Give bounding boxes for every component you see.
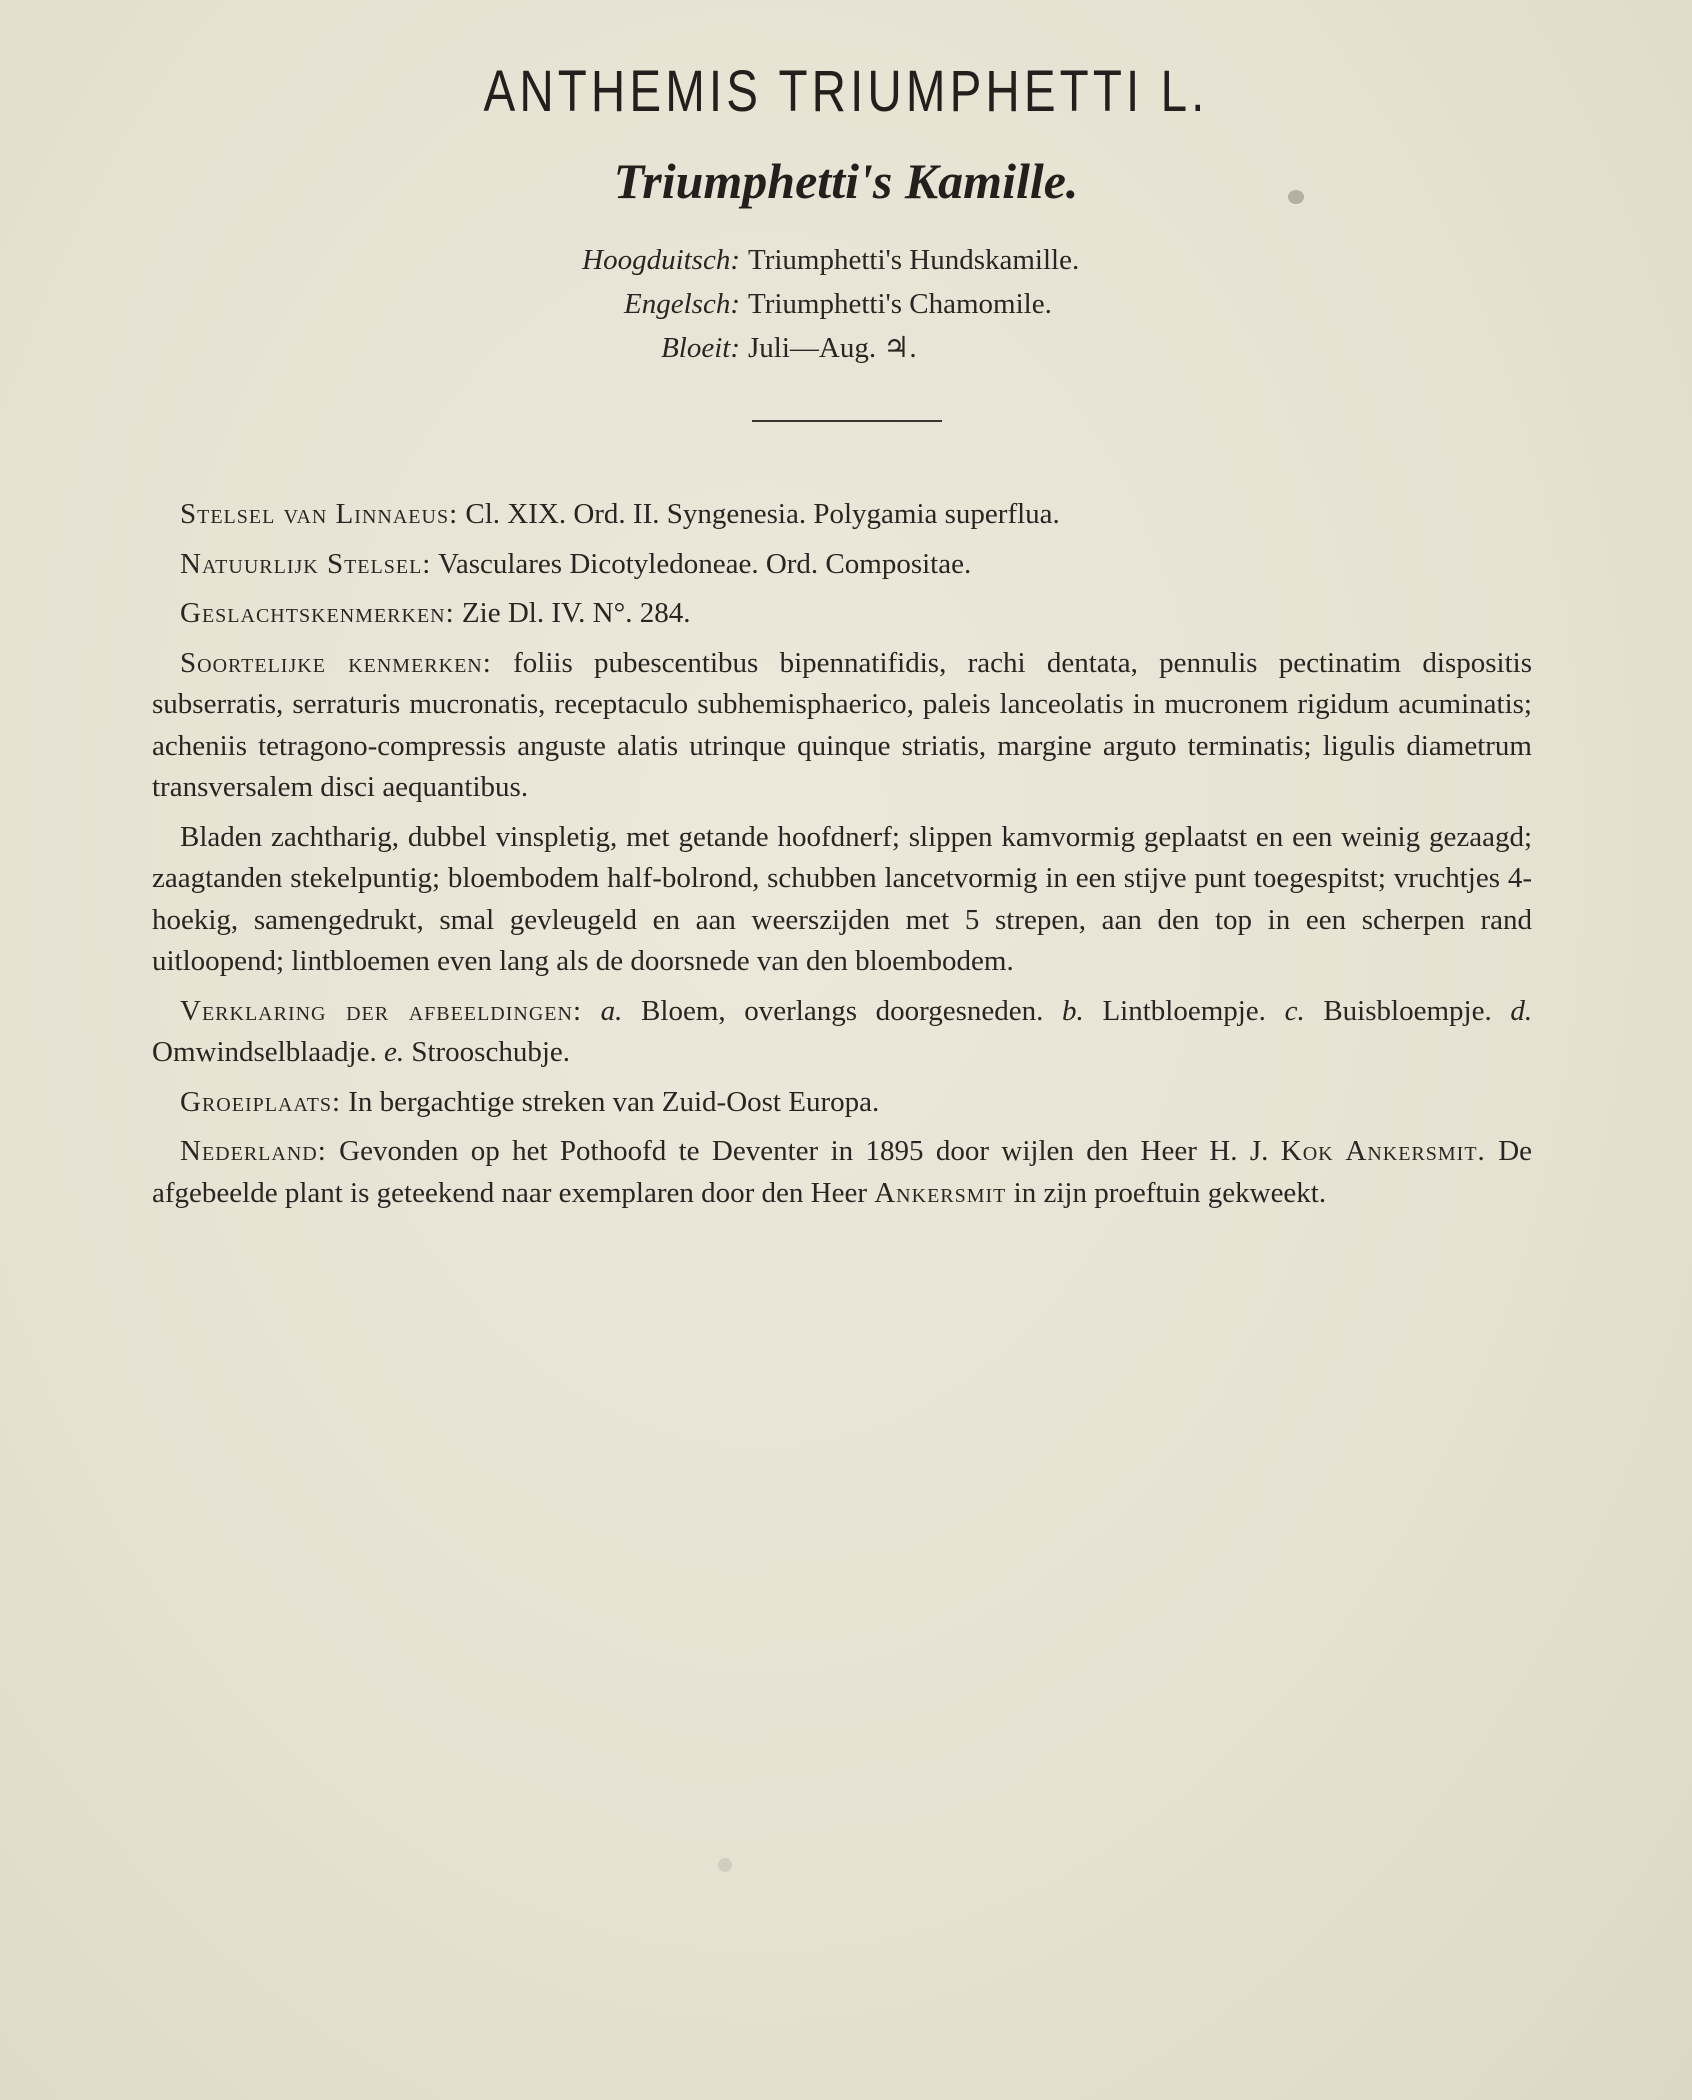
section-groeiplaats xyxy=(152,1082,1532,1124)
name-label: Bloeit: xyxy=(661,332,740,364)
name-row-german xyxy=(0,238,1692,282)
section-verklaring xyxy=(152,991,1532,1074)
section-soortelijke-kenmerken xyxy=(152,643,1532,809)
figure-letter: b. xyxy=(1062,994,1084,1027)
section-text: Vasculares Dicotyledoneae. Ord. Compositae. xyxy=(438,547,972,580)
figure-text: Buisbloempje. xyxy=(1323,994,1492,1027)
section-text: Zie Dl. IV. N°. 284. xyxy=(461,597,691,629)
section-natuurlijk-stelsel xyxy=(152,544,1532,586)
name-label: Engelsch: xyxy=(624,288,740,320)
name-value: Juli—Aug. ♃. xyxy=(748,332,917,364)
name-row-english xyxy=(0,282,1692,326)
name-row-flowering xyxy=(0,326,1692,370)
figure-letter: c. xyxy=(1284,994,1305,1027)
name-label: Hoogduitsch: xyxy=(582,244,740,276)
section-text: De afgebeelde plant is geteekend naar exemplaren door den Heer xyxy=(152,1135,1533,1209)
person-name: Kok Ankersmit. xyxy=(1280,1135,1486,1167)
description-body xyxy=(152,494,1532,1222)
section-beschrijving xyxy=(152,817,1532,983)
section-nederland xyxy=(152,1131,1532,1214)
name-value: Triumphetti's Hundskamille. xyxy=(748,244,1080,276)
section-label: Geslachtskenmerken: xyxy=(180,597,455,629)
divider xyxy=(752,420,942,422)
figure-text: Lintbloempje. xyxy=(1102,994,1266,1027)
section-label: Nederland: xyxy=(180,1135,327,1167)
section-text: foliis pubescentibus bipennatifidis, rachi dentata, pennulis pectinatim dispositis subserratis, serraturis mucronatis, receptaculo subhemisphaerico, paleis lanceolatis in mucronem rigidum acuminatis; acheniis tetragono-compressis anguste alatis utrinque quinque striatis, margine arguto terminatis; ligulis diametrum transversalem disci aequantibus. xyxy=(152,646,1532,803)
figure-letter: e. xyxy=(383,1036,405,1068)
section-text: In bergachtige streken van Zuid-Oost Europa. xyxy=(348,1085,880,1118)
page-subtitle: Triumphetti's Kamille. xyxy=(613,153,1079,209)
section-text: in zijn proeftuin gekweekt. xyxy=(1013,1176,1327,1209)
section-label: Groeiplaats: xyxy=(180,1085,342,1118)
figure-text: Strooschubje. xyxy=(411,1036,571,1068)
paper-spot xyxy=(718,1858,732,1872)
section-text: Cl. XIX. Ord. II. Syngenesia. Polygamia superflua. xyxy=(465,498,1060,530)
section-text: Gevonden op het Pothoofd te Deventer in 1895 door wijlen den Heer H. J. xyxy=(339,1135,1269,1167)
figure-text: Omwindselblaadje. xyxy=(152,1036,377,1068)
section-label: Natuurlijk Stelsel: xyxy=(180,547,432,580)
section-label: Soortelijke kenmerken: xyxy=(180,646,492,679)
section-label: Stelsel van Linnaeus: xyxy=(180,498,459,530)
section-text: Bladen zachtharig, dubbel vinspletig, met getande hoofdnerf; slippen kamvormig geplaatst en een weinig gezaagd; zaagtanden stekelpuntig; bloembodem half-bolrond, schubben lancetvormig in een stijve punt toegespitst; vruchtjes 4-hoekig, samengedrukt, smal gevleugeld en aan weerszijden met 5 strepen, aan den top in een scherpen rand uitloopend; lintbloemen even lang als de doorsnede van den bloembodem. xyxy=(152,820,1532,977)
person-name: Ankersmit xyxy=(874,1176,1007,1209)
name-value: Triumphetti's Chamomile. xyxy=(748,288,1052,320)
common-names xyxy=(0,238,1692,370)
figure-text: Bloem, overlangs doorgesneden. xyxy=(641,994,1044,1027)
figure-letter: a. xyxy=(600,994,623,1027)
section-label: Verklaring der afbeeldingen: xyxy=(180,994,583,1027)
section-stelsel-linnaeus xyxy=(152,494,1532,536)
figure-letter: d. xyxy=(1510,994,1533,1027)
section-geslachtskenmerken xyxy=(152,593,1532,635)
page-title: ANTHEMIS TRIUMPHETTI L. xyxy=(483,59,1209,124)
